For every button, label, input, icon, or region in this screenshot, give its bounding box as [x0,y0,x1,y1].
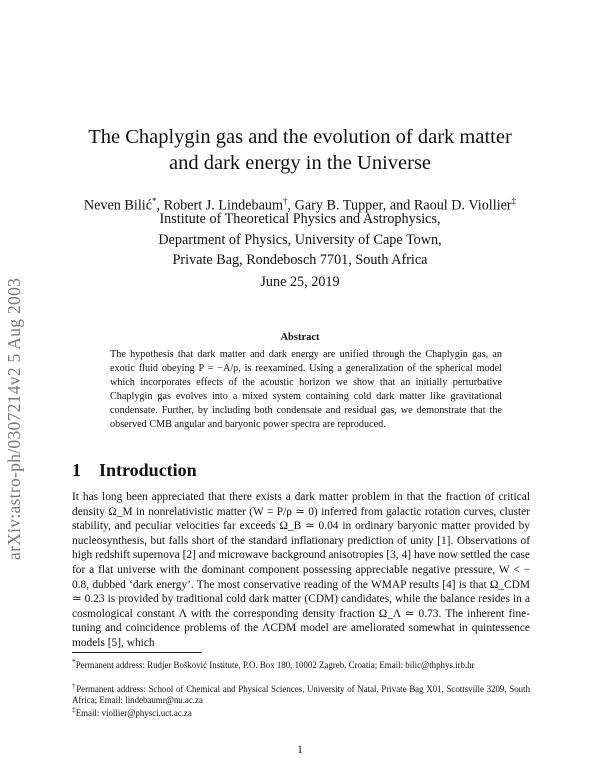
section-heading [72,460,197,481]
abstract-text: The hypothesis that dark matter and dark energy are unified through the Chaplygin gas, an exotic fluid obeying P = −A/ρ, is reexamined. Using a generalization of the spherical model which incorporates effects of the acoustic horizon we show that an initially perturbative Chaplygin gas evolves into a mixed system containing cold dark matter like gravitational condensate. Further, by including both condensate and residual gas, we demonstrate that the observed CMB angular and baryonic power spectra are reproduced. [110,349,502,430]
title-line-2: and dark energy in the Universe [168,152,432,174]
author-1-mark: * [152,196,157,206]
affiliation-line: Department of Physics, University of Cape Town, [158,231,442,248]
introduction-paragraph: It has long been appreciated that there exists a dark matter problem in that the fraction of critical density Ω_M in nonrelativistic matter (W = P/ρ ≃ 0) inferred from galactic rotation curves, cluster stability, and peculiar velocities far exceeds Ω_B ≃ 0.04 in ordinary baryonic matter provided by nucleosynthesis, but falls short of the standard inflationary prediction of unity [1]. Observations of high redshift supernova [2] and microwave background anisotropies [3, 4] have now settled the case for a flat universe with the dominant component possessing appreciable negative pressure, W < − 0.8, dubbed ‘dark energy’. The most conservative reading of the WMAP results [4] is that Ω_CDM ≃ 0.23 is provided by traditional cold dark matter (CDM) candidates, while the balance resides in a cosmological constant Λ with the corresponding density fraction Ω_Λ ≃ 0.73. The inherent fine-tuning and coincidence problems of the ΛCDM model are ameliorated somewhat in quintessence models [5], which [72,491,530,649]
author-separator: , [287,197,295,214]
author-and: , and [382,197,414,214]
page-number: 1 [297,744,303,756]
footnote-mark: ‡ [72,705,76,714]
footnote-text: Email: viollier@physci.uct.ac.za [75,707,192,718]
footnote-mark: * [72,657,76,666]
author-2-mark: † [283,196,288,206]
section-title: Introduction [99,460,197,480]
arxiv-identifier: arXiv:astro-ph/0307214v2 5 Aug 2003 [4,277,24,560]
author-4-mark: ‡ [511,196,517,206]
paper-date: June 25, 2019 [260,274,340,290]
footnote-1 [72,656,530,671]
title-line-1: The Chaplygin gas and the evolution of dark matter [88,126,512,148]
arxiv-sidebar-stamp [4,277,38,594]
author-2: Robert J. Lindebaum [163,197,283,214]
author-1: Neven Bilić [83,197,153,214]
author-4: Raoul D. Viollier [413,197,512,214]
paper-title [60,124,540,176]
footnote-rule [72,652,202,653]
affiliation-line: Private Bag, Rondebosch 7701, South Africa [172,252,428,268]
footnote-2 [72,680,530,707]
author-3: Gary B. Tupper [294,197,383,214]
affiliation [40,209,560,271]
footnote-mark: † [72,681,77,690]
affiliation-line: Institute of Theoretical Physics and Astrophysics, [159,211,441,227]
abstract-heading: Abstract [280,332,320,343]
author-separator: , [156,197,164,214]
footnote-text: Permanent address: School of Chemical and Physical Sciences, University of Natal, Private Bag X01, Scottsville 3209, South Africa; Email: lindebaumr@nu.ac.za [72,683,531,706]
footnote-3 [72,704,530,719]
section-number: 1 [72,460,81,480]
footnote-text: Permanent address: Rudjer Bošković Institute, P.O. Box 180, 10002 Zagreb, Croatia; Email: bilic@thphys.irb.hr [75,659,475,670]
